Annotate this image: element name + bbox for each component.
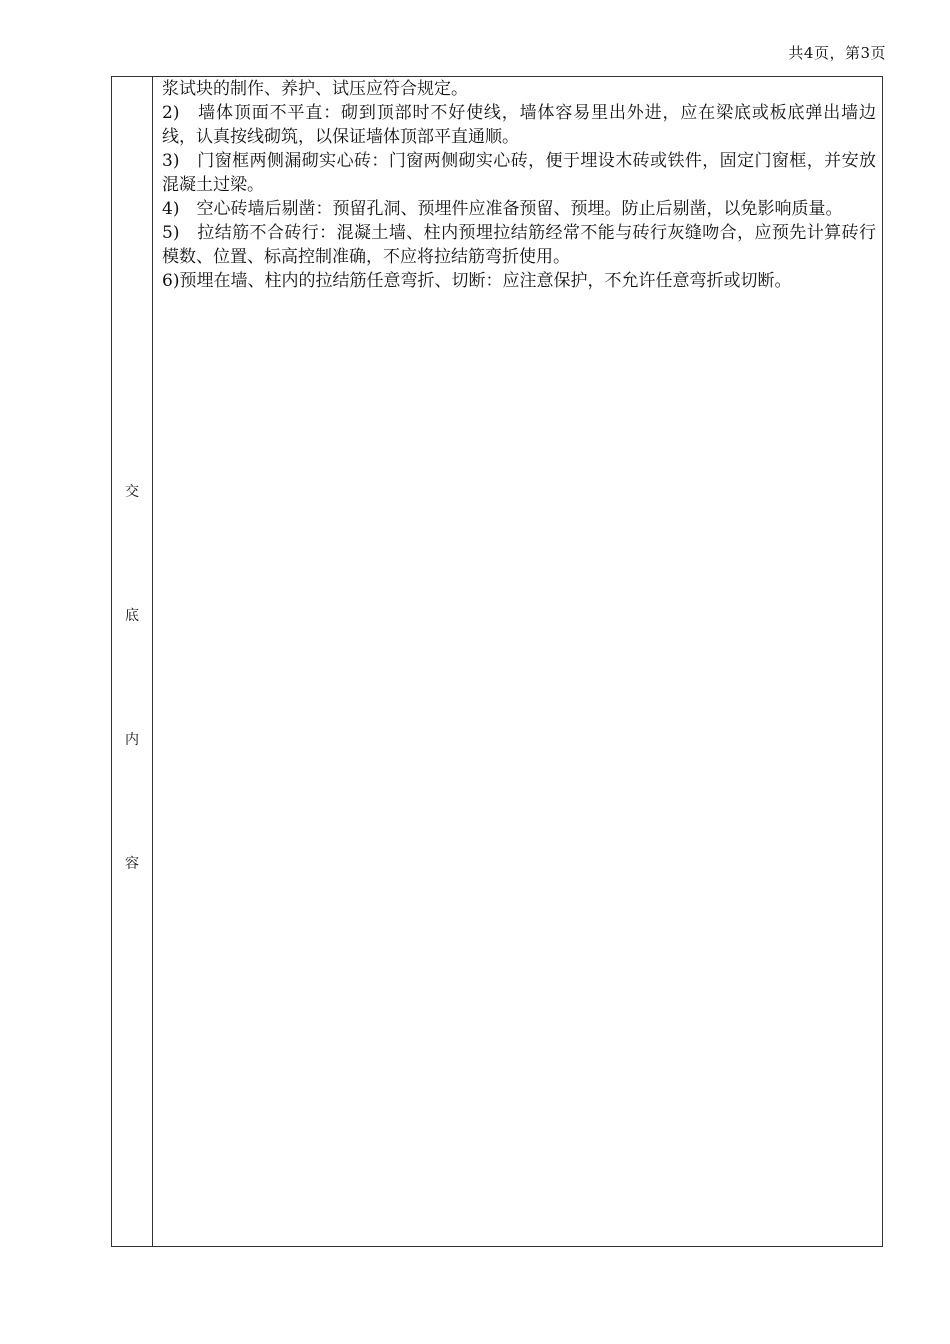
disclosure-table <box>111 76 883 1247</box>
content-paragraph: 3) 门窗框两侧漏砌实心砖：门窗两侧砌实心砖，便于埋设木砖或铁件，固定门窗框，并安放混凝土过梁。 <box>162 151 876 195</box>
content-paragraph: 4) 空心砖墙后剔凿：预留孔洞、预埋件应准备预留、预埋。防止后剔凿，以免影响质量。 <box>162 199 843 219</box>
content-paragraph: 2) 墙体顶面不平直：砌到顶部时不好使线，墙体容易里出外进，应在梁底或板底弹出墙边线，认真按线砌筑，以保证墙体顶部平直通顺。 <box>162 103 876 147</box>
section-label-char: 交 <box>125 484 139 500</box>
section-label-char: 内 <box>125 732 139 748</box>
page-number: 共4页，第3页 <box>788 44 886 62</box>
disclosure-content <box>153 77 882 1246</box>
section-label-column <box>112 77 153 1246</box>
section-label-char: 容 <box>125 856 139 872</box>
content-paragraph: 6)预埋在墙、柱内的拉结筋任意弯折、切断：应注意保护，不允许任意弯折或切断。 <box>162 271 792 291</box>
section-label-char: 底 <box>125 608 139 624</box>
content-paragraph: 浆试块的制作、养护、试压应符合规定。 <box>162 79 468 99</box>
content-paragraph: 5) 拉结筋不合砖行：混凝土墙、柱内预埋拉结筋经常不能与砖行灰缝吻合，应预先计算砖行模数、位置、标高控制准确，不应将拉结筋弯折使用。 <box>162 223 876 267</box>
